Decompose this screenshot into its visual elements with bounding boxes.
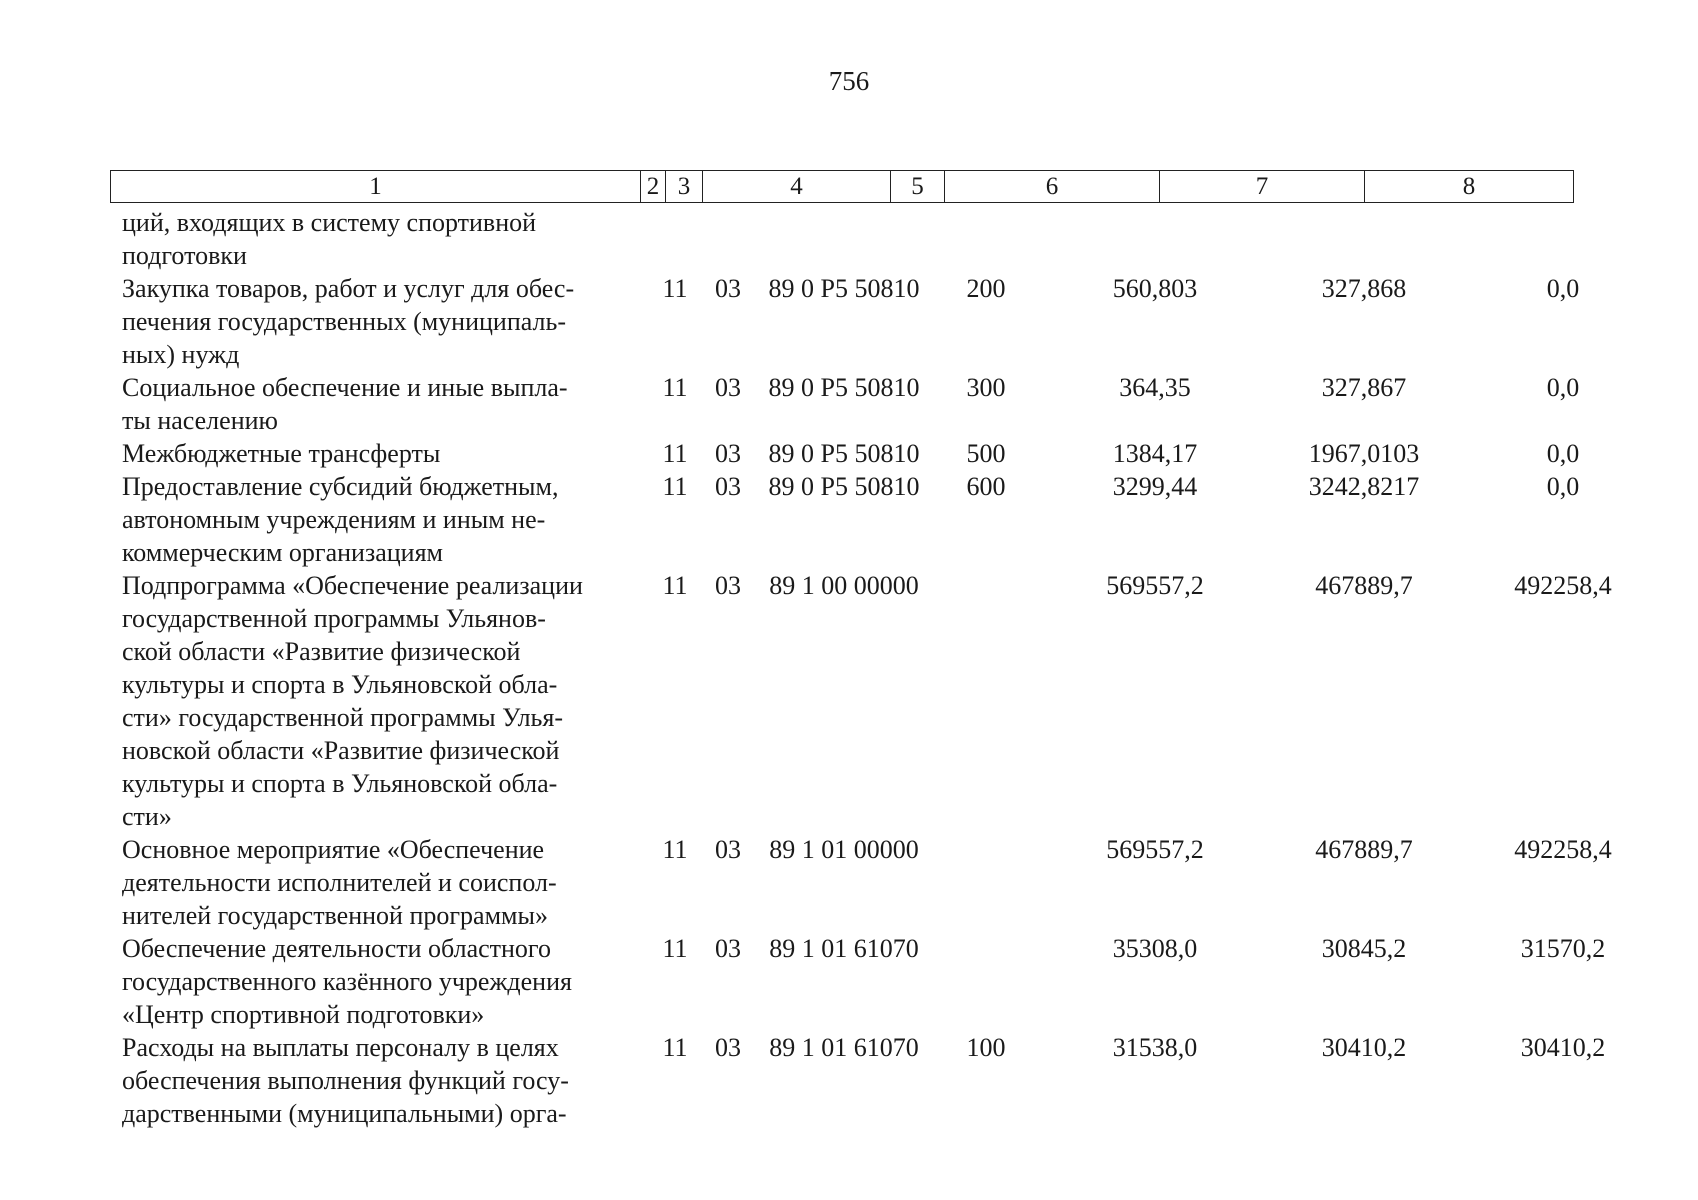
description-line: «Центр спортивной подготовки» xyxy=(122,1000,485,1029)
cell-col-8: 492258,4 xyxy=(1514,835,1612,864)
cell-col-2: 11 xyxy=(662,1033,688,1062)
cell-col-7: 467889,7 xyxy=(1315,835,1413,864)
description-line: культуры и спорта в Ульяновской обла- xyxy=(122,670,558,699)
description-line: государственного казённого учреждения xyxy=(122,967,572,996)
cell-col-2: 11 xyxy=(662,934,688,963)
description-line: сти» xyxy=(122,802,172,831)
cell-col-4: 89 0 P5 50810 xyxy=(768,472,920,501)
cell-col-4: 89 0 P5 50810 xyxy=(768,439,920,468)
table-row xyxy=(110,437,1610,470)
cell-col-6: 31538,0 xyxy=(1112,1033,1198,1062)
table-body xyxy=(110,206,1610,1130)
column-header-table xyxy=(110,170,1574,203)
cell-col-8: 0,0 xyxy=(1546,439,1580,468)
cell-col-4: 89 1 01 00000 xyxy=(769,835,919,864)
cell-col-7: 327,868 xyxy=(1321,274,1407,303)
description-line: ской области «Развитие физической xyxy=(122,637,521,666)
table-row xyxy=(110,470,1610,569)
table-row xyxy=(110,272,1610,371)
cell-col-5: 100 xyxy=(966,1033,1006,1062)
description-line: Закупка товаров, работ и услуг для обес- xyxy=(122,274,575,303)
cell-col-3: 03 xyxy=(715,472,741,501)
table-row xyxy=(110,1031,1610,1130)
table-row xyxy=(110,371,1610,437)
cell-col-3: 03 xyxy=(715,274,741,303)
row-description xyxy=(122,272,640,371)
cell-col-5: 600 xyxy=(966,472,1006,501)
description-line: ты населению xyxy=(122,406,278,435)
cell-col-3: 03 xyxy=(715,439,741,468)
cell-col-7: 467889,7 xyxy=(1315,571,1413,600)
cell-col-5: 500 xyxy=(966,439,1006,468)
cell-col-6: 1384,17 xyxy=(1112,439,1198,468)
row-description xyxy=(122,1031,640,1130)
table-row xyxy=(110,833,1610,932)
cell-col-2: 11 xyxy=(662,373,688,402)
column-header-6: 6 xyxy=(945,171,1160,203)
description-line: Предоставление субсидий бюджетным, xyxy=(122,472,559,501)
cell-col-8: 0,0 xyxy=(1546,472,1580,501)
description-line: коммерческим организациям xyxy=(122,538,444,567)
cell-col-6: 560,803 xyxy=(1112,274,1198,303)
description-line: новской области «Развитие физической xyxy=(122,736,560,765)
description-line: автономным учреждениям и иным не- xyxy=(122,505,546,534)
cell-col-3: 03 xyxy=(715,934,741,963)
column-header-3: 3 xyxy=(666,171,703,203)
description-line: государственной программы Ульянов- xyxy=(122,604,546,633)
column-header-8: 8 xyxy=(1365,171,1574,203)
description-line: печения государственных (муниципаль- xyxy=(122,307,567,336)
cell-col-2: 11 xyxy=(662,274,688,303)
cell-col-7: 30845,2 xyxy=(1321,934,1407,963)
page-number: 756 xyxy=(828,66,870,96)
description-line: деятельности исполнителей и соиспол- xyxy=(122,868,557,897)
cell-col-7: 30410,2 xyxy=(1321,1033,1407,1062)
table-row xyxy=(110,206,1610,272)
row-description xyxy=(122,371,640,437)
cell-col-6: 3299,44 xyxy=(1112,472,1198,501)
table-row xyxy=(110,569,1610,833)
column-header-1: 1 xyxy=(111,171,641,203)
cell-col-4: 89 1 00 00000 xyxy=(769,571,919,600)
row-description xyxy=(122,833,640,932)
row-description xyxy=(122,932,640,1031)
cell-col-8: 0,0 xyxy=(1546,274,1580,303)
description-line: дарственными (муниципальными) орга- xyxy=(122,1099,567,1128)
table-row xyxy=(110,932,1610,1031)
cell-col-6: 35308,0 xyxy=(1112,934,1198,963)
description-line: Расходы на выплаты персоналу в целях xyxy=(122,1033,559,1062)
description-line: Основное мероприятие «Обеспечение xyxy=(122,835,545,864)
description-line: Социальное обеспечение и иные выпла- xyxy=(122,373,568,402)
cell-col-4: 89 1 01 61070 xyxy=(769,1033,919,1062)
cell-col-6: 569557,2 xyxy=(1106,571,1204,600)
cell-col-2: 11 xyxy=(662,571,688,600)
row-description xyxy=(122,470,640,569)
column-header-5: 5 xyxy=(891,171,945,203)
cell-col-8: 31570,2 xyxy=(1520,934,1606,963)
row-description xyxy=(122,206,640,272)
description-line: Межбюджетные трансферты xyxy=(122,439,441,468)
cell-col-7: 327,867 xyxy=(1321,373,1407,402)
description-line: Обеспечение деятельности областного xyxy=(122,934,551,963)
cell-col-2: 11 xyxy=(662,835,688,864)
description-line: подготовки xyxy=(122,241,247,270)
row-description xyxy=(122,437,640,470)
cell-col-3: 03 xyxy=(715,835,741,864)
cell-col-5: 200 xyxy=(966,274,1006,303)
column-header-4: 4 xyxy=(703,171,891,203)
cell-col-2: 11 xyxy=(662,472,688,501)
description-line: нителей государственной программы» xyxy=(122,901,548,930)
cell-col-2: 11 xyxy=(662,439,688,468)
cell-col-4: 89 1 01 61070 xyxy=(769,934,919,963)
description-line: обеспечения выполнения функций госу- xyxy=(122,1066,569,1095)
cell-col-7: 1967,0103 xyxy=(1308,439,1420,468)
cell-col-8: 30410,2 xyxy=(1520,1033,1606,1062)
description-line: ций, входящих в систему спортивной xyxy=(122,208,537,237)
description-line: ных) нужд xyxy=(122,340,240,369)
cell-col-4: 89 0 P5 50810 xyxy=(768,373,920,402)
cell-col-3: 03 xyxy=(715,373,741,402)
description-line: сти» государственной программы Улья- xyxy=(122,703,564,732)
cell-col-6: 364,35 xyxy=(1119,373,1191,402)
row-description xyxy=(122,569,640,833)
cell-col-8: 0,0 xyxy=(1546,373,1580,402)
cell-col-8: 492258,4 xyxy=(1514,571,1612,600)
cell-col-5: 300 xyxy=(966,373,1006,402)
cell-col-3: 03 xyxy=(715,1033,741,1062)
cell-col-3: 03 xyxy=(715,571,741,600)
description-line: Подпрограмма «Обеспечение реализации xyxy=(122,571,583,600)
column-header-row xyxy=(111,171,1574,203)
cell-col-4: 89 0 P5 50810 xyxy=(768,274,920,303)
description-line: культуры и спорта в Ульяновской обла- xyxy=(122,769,558,798)
cell-col-6: 569557,2 xyxy=(1106,835,1204,864)
column-header-7: 7 xyxy=(1160,171,1365,203)
cell-col-7: 3242,8217 xyxy=(1308,472,1420,501)
column-header-2: 2 xyxy=(641,171,666,203)
